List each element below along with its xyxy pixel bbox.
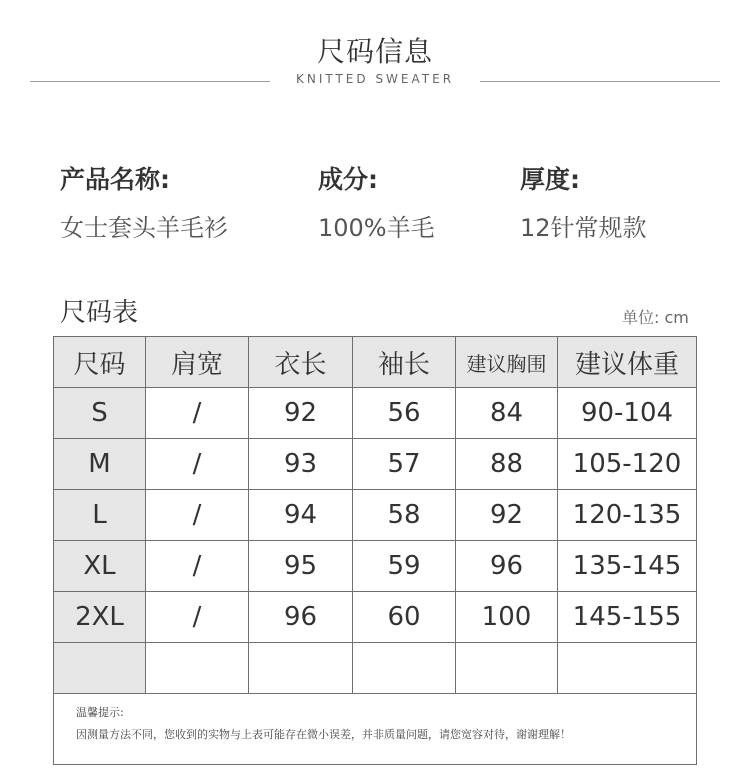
notes-title: 温馨提示: (76, 706, 124, 719)
weight-cell: 120-135 (558, 490, 697, 541)
weight-cell: 90-104 (558, 388, 697, 439)
empty-cell (456, 643, 558, 694)
header-size: 尺码 (54, 337, 146, 388)
divider-line-right (480, 81, 720, 82)
product-name-label: 产品名称: (60, 165, 170, 194)
header-body-length: 衣长 (249, 337, 353, 388)
sleeve-cell: 58 (353, 490, 456, 541)
bust-cell: 84 (456, 388, 558, 439)
length-cell: 94 (249, 490, 353, 541)
table-row (54, 388, 697, 439)
product-info (60, 160, 228, 243)
header-shoulder-width: 肩宽 (146, 337, 249, 388)
sleeve-cell: 60 (353, 592, 456, 643)
bust-cell: 92 (456, 490, 558, 541)
sleeve-cell: 57 (353, 439, 456, 490)
page-title: 尺码信息 (316, 35, 433, 68)
empty-cell (146, 643, 249, 694)
material-info (318, 160, 435, 243)
size-table (53, 336, 697, 765)
table-row (54, 490, 697, 541)
size-cell: S (54, 388, 146, 439)
shoulder-cell: / (146, 541, 249, 592)
shoulder-cell: / (146, 388, 249, 439)
size-table-title: 尺码表 (60, 298, 139, 328)
weight-cell: 135-145 (558, 541, 697, 592)
shoulder-cell: / (146, 592, 249, 643)
table-header-row (54, 337, 697, 388)
thickness-info (520, 160, 647, 243)
empty-cell (54, 643, 146, 694)
length-cell: 95 (249, 541, 353, 592)
sleeve-cell: 59 (353, 541, 456, 592)
table-row (54, 541, 697, 592)
weight-cell: 145-155 (558, 592, 697, 643)
bust-cell: 96 (456, 541, 558, 592)
length-cell: 96 (249, 592, 353, 643)
size-cell: 2XL (54, 592, 146, 643)
size-cell: L (54, 490, 146, 541)
bust-cell: 88 (456, 439, 558, 490)
unit-label: 单位: cm (622, 308, 689, 327)
shoulder-cell: / (146, 439, 249, 490)
notes-text: 因测量方法不同，您收到的实物与上表可能存在微小误差，并非质量问题，请您宽容对待，谢谢理解！ (76, 728, 571, 741)
table-row (54, 439, 697, 490)
thickness-value: 12针常规款 (520, 214, 647, 242)
sleeve-cell: 56 (353, 388, 456, 439)
size-cell: XL (54, 541, 146, 592)
empty-cell (353, 643, 456, 694)
table-row (54, 592, 697, 643)
divider-line-left (30, 81, 270, 82)
empty-table-row (54, 643, 697, 694)
material-value: 100%羊毛 (318, 214, 435, 242)
header-suggested-weight: 建议体重 (558, 337, 697, 388)
empty-cell (558, 643, 697, 694)
shoulder-cell: / (146, 490, 249, 541)
size-cell: M (54, 439, 146, 490)
notes-cell (54, 694, 697, 765)
weight-cell: 105-120 (558, 439, 697, 490)
product-name-value: 女士套头羊毛衫 (60, 214, 228, 242)
bust-cell: 100 (456, 592, 558, 643)
empty-cell (249, 643, 353, 694)
subtitle-row (30, 72, 720, 92)
length-cell: 92 (249, 388, 353, 439)
header-suggested-bust: 建议胸围 (456, 337, 558, 388)
header-sleeve-length: 袖长 (353, 337, 456, 388)
length-cell: 93 (249, 439, 353, 490)
material-label: 成分: (318, 165, 378, 194)
notes-row (54, 694, 697, 765)
thickness-label: 厚度: (520, 165, 580, 194)
page-subtitle: KNITTED SWEATER (295, 72, 455, 86)
